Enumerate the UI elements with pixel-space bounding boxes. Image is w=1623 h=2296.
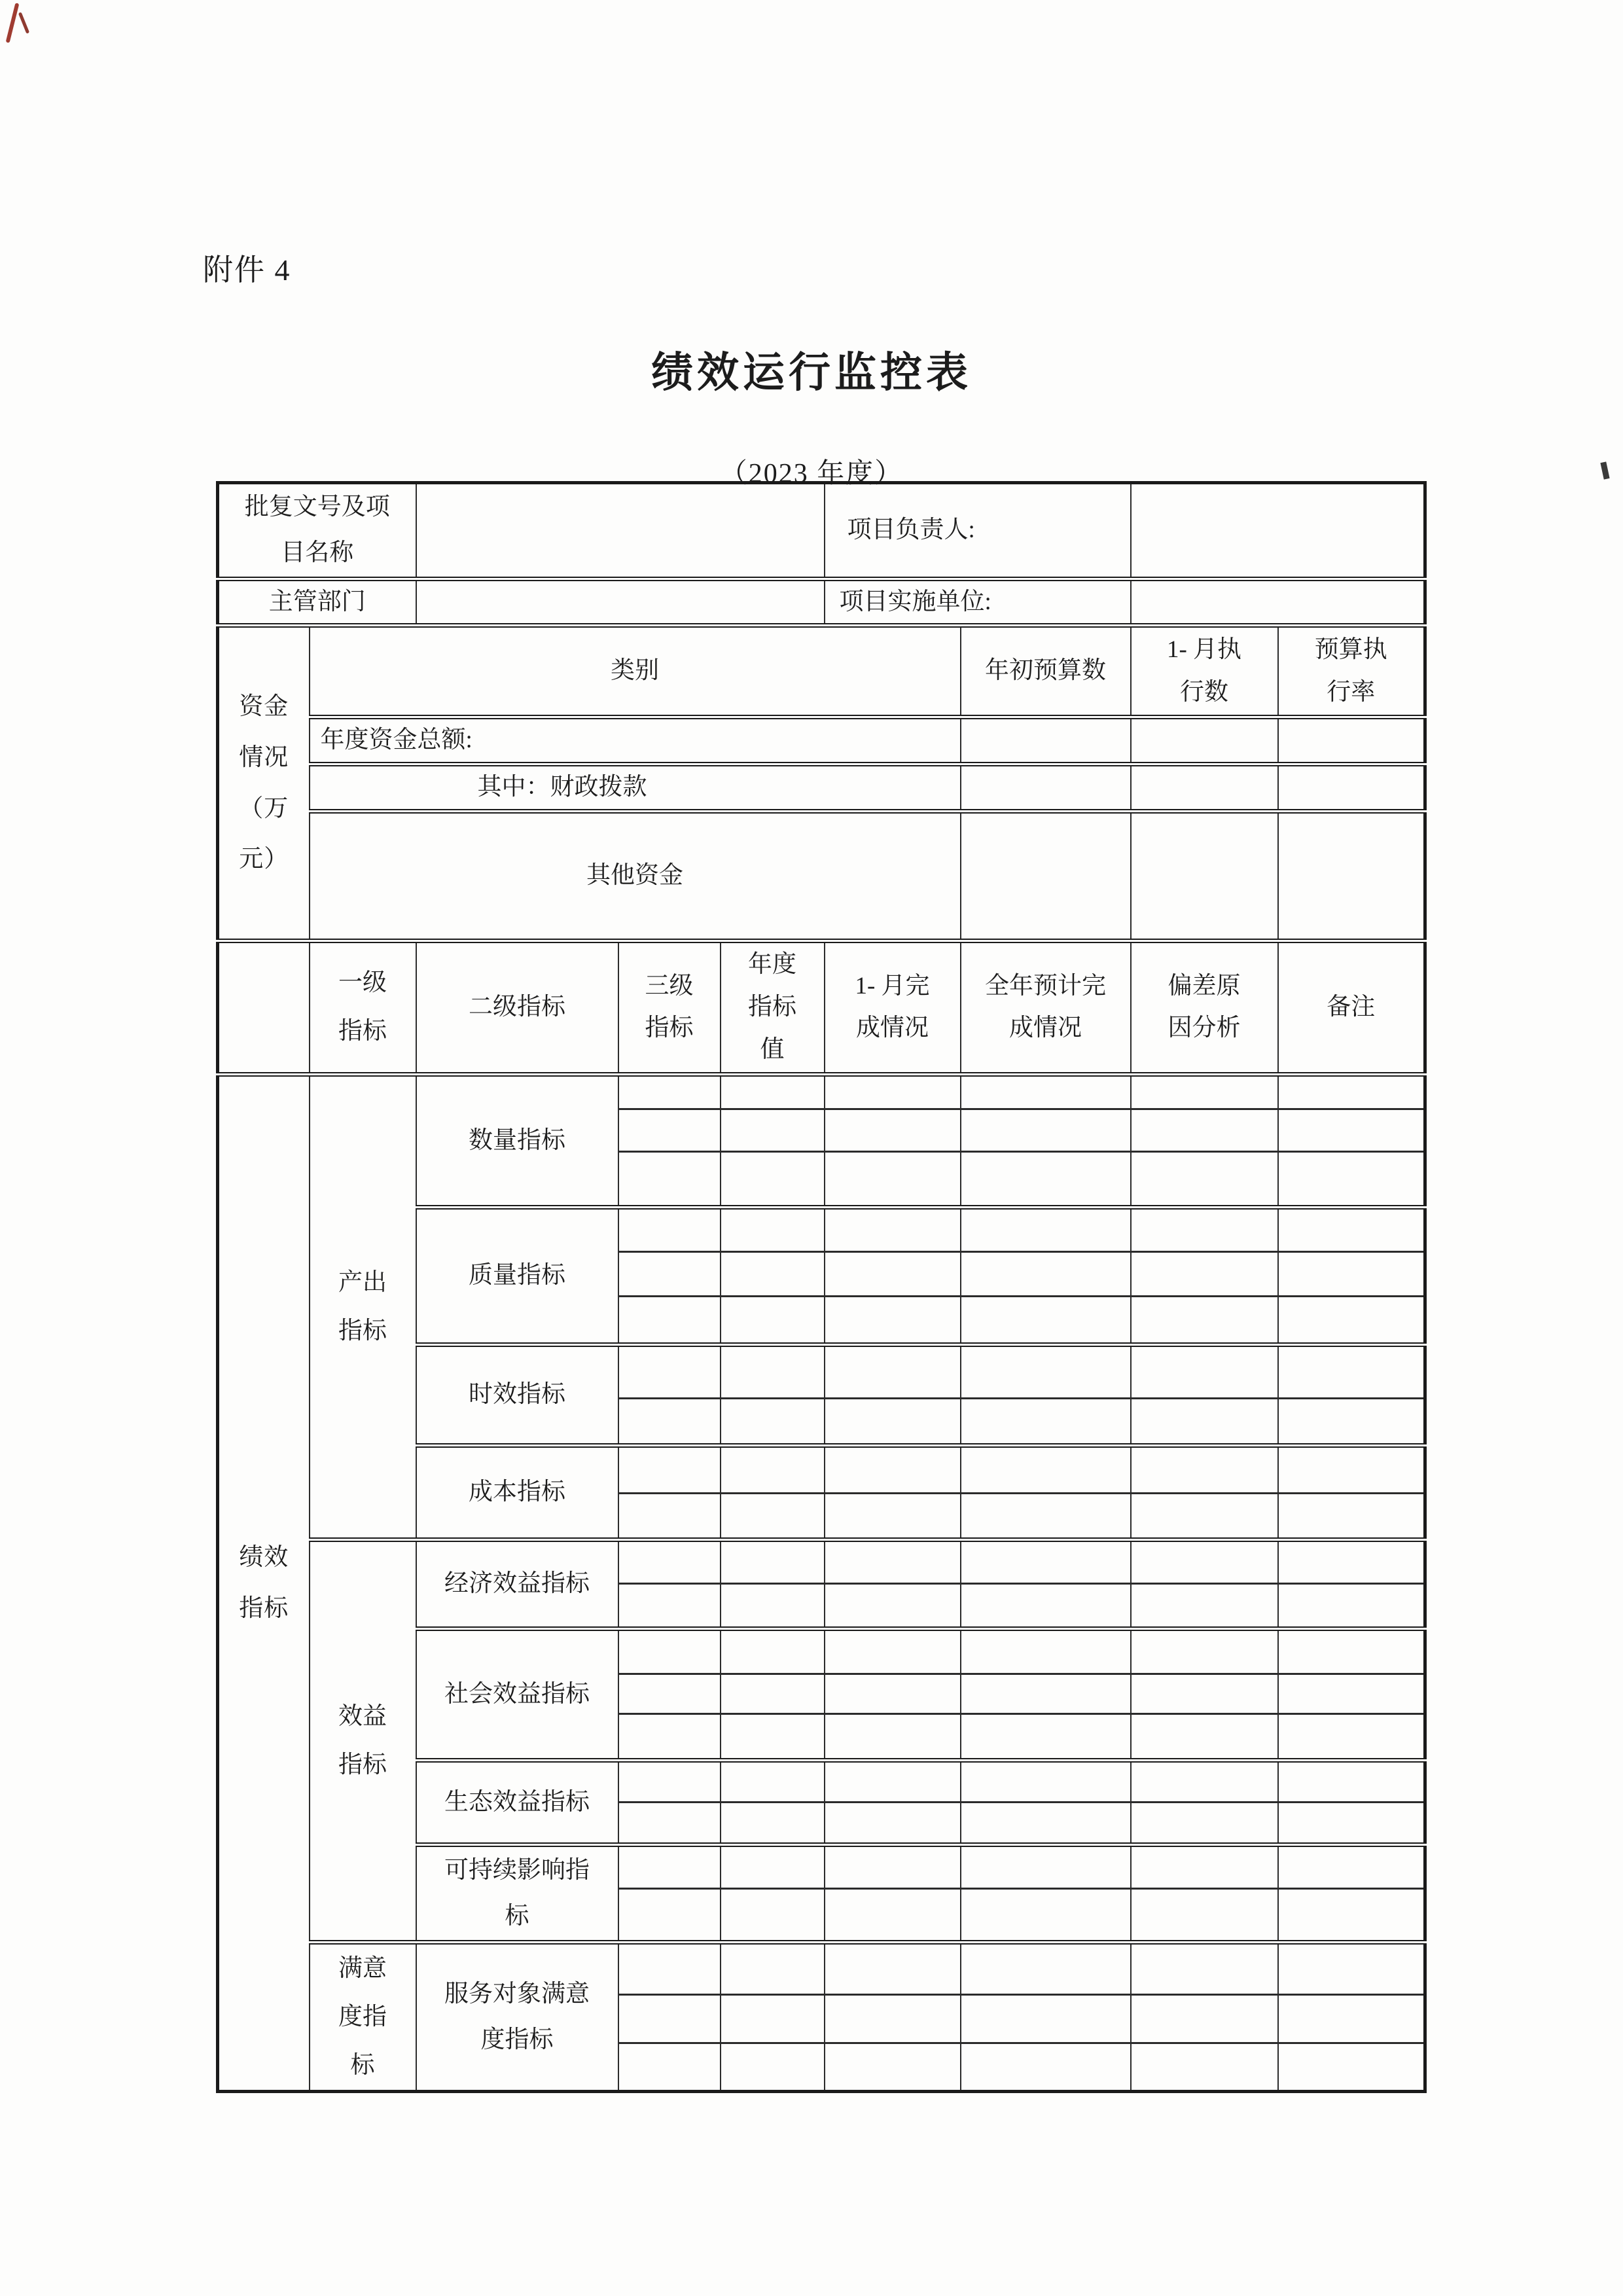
empty-value-cell [1131,1844,1278,1888]
indicator-header-spacer [218,941,310,1074]
empty-value-cell [1131,1207,1278,1251]
empty-value-cell [1131,1888,1278,1942]
empty-value-cell [1278,1074,1425,1109]
empty-value-cell [721,1628,825,1674]
empty-value-cell [825,1994,961,2043]
implement-unit-label: 项目实施单位: [825,579,1131,626]
sustainable-impact-indicator-label: 可持续影响指标 [416,1844,618,1942]
empty-value-cell [721,1888,825,1942]
annual-target-header: 年度指标值 [721,941,825,1074]
empty-value-cell [1278,1994,1425,2043]
empty-value-cell [721,1074,825,1109]
empty-value-cell [961,1674,1131,1713]
empty-value-cell [961,1539,1131,1583]
row-satisfaction-1 [218,1942,1425,1994]
quality-indicator-label: 质量指标 [416,1207,618,1344]
empty-value-cell [825,1583,961,1628]
empty-value-cell [721,1151,825,1207]
empty-value-cell [1278,1493,1425,1539]
empty-value-cell [961,1151,1131,1207]
empty-value-cell [618,1888,721,1942]
empty-value-cell [1278,1713,1425,1760]
performance-monitoring-table [216,481,1427,2093]
empty-value-cell [721,1674,825,1713]
empty-value-cell [825,1074,961,1109]
empty-value-cell [721,1445,825,1493]
funding-initial-budget-header: 年初预算数 [961,626,1131,717]
empty-value-cell [825,1398,961,1445]
row-quantity-1 [218,1074,1425,1109]
timeliness-indicator-label: 时效指标 [416,1344,618,1445]
empty-value-cell [1131,1942,1278,1994]
funding-fiscal-label: 其中：财政拨款 [310,764,961,812]
empty-value-cell [1131,1674,1278,1713]
empty-value-cell [1278,2043,1425,2092]
empty-value-cell [618,1994,721,2043]
empty-value-cell [825,1151,961,1207]
empty-value-cell [618,1760,721,1802]
empty-value-cell [825,1445,961,1493]
empty-value-cell [1131,1994,1278,2043]
empty-value-cell [1131,1493,1278,1539]
row-economic-1 [218,1539,1425,1583]
funding-value-cell [961,717,1131,764]
empty-value-cell [825,1713,961,1760]
funding-section-label: 资金情况（万元） [218,626,310,941]
empty-value-cell [1131,1074,1278,1109]
empty-value-cell [721,1207,825,1251]
empty-value-cell [825,1844,961,1888]
document-subtitle: （2023 年度） [719,459,904,489]
empty-value-cell [618,2043,721,2092]
empty-value-cell [721,1251,825,1296]
empty-value-cell [618,1344,721,1398]
empty-value-cell [961,1109,1131,1151]
empty-value-cell [618,1296,721,1344]
empty-value-cell [1131,1445,1278,1493]
empty-value-cell [825,1493,961,1539]
empty-value-cell [618,1207,721,1251]
funding-value-cell [961,811,1131,941]
empty-value-cell [618,1942,721,1994]
funding-value-cell [1278,811,1425,941]
empty-value-cell [721,1296,825,1344]
empty-value-cell [721,1713,825,1760]
empty-value-cell [1131,1583,1278,1628]
empty-value-cell [961,1074,1131,1109]
level2-indicator-header: 二级指标 [416,941,618,1074]
empty-value-cell [1131,1713,1278,1760]
empty-value-cell [721,1844,825,1888]
row-indicator-header [218,941,1425,1074]
empty-value-cell [1278,1251,1425,1296]
empty-value-cell [1131,1760,1278,1802]
row-funding-other [218,811,1425,941]
empty-value-cell [961,1493,1131,1539]
satisfaction-indicator-label: 满意度指标 [310,1942,416,2091]
empty-value-cell [618,1074,721,1109]
empty-value-cell [961,1994,1131,2043]
empty-value-cell [961,1398,1131,1445]
empty-value-cell [825,2043,961,2092]
empty-value-cell [825,1539,961,1583]
empty-value-cell [721,1493,825,1539]
empty-value-cell [961,1760,1131,1802]
funding-annual-total-label: 年度资金总额: [310,717,961,764]
empty-value-cell [721,2043,825,2092]
empty-value-cell [618,1713,721,1760]
empty-value-cell [961,1296,1131,1344]
empty-value-cell [618,1802,721,1844]
scan-artifact-red-mark [6,3,20,43]
empty-value-cell [961,1251,1131,1296]
remarks-header: 备注 [1278,941,1425,1074]
ecological-benefit-indicator-label: 生态效益指标 [416,1760,618,1844]
empty-value-cell [1131,1628,1278,1674]
empty-value-cell [618,1583,721,1628]
empty-value-cell [961,1802,1131,1844]
funding-value-cell [1278,717,1425,764]
project-leader-value [1131,483,1425,579]
empty-value-cell [1278,1942,1425,1994]
funding-value-cell [1278,764,1425,812]
funding-value-cell [961,764,1131,812]
deviation-analysis-header: 偏差原因分析 [1131,941,1278,1074]
empty-value-cell [1278,1628,1425,1674]
funding-value-cell [1131,811,1278,941]
funding-executed-header: 1- 月执行数 [1131,626,1278,717]
empty-value-cell [1131,1398,1278,1445]
empty-value-cell [961,2043,1131,2092]
row-department [218,579,1425,626]
empty-value-cell [618,1674,721,1713]
cost-indicator-label: 成本指标 [416,1445,618,1539]
empty-value-cell [618,1493,721,1539]
empty-value-cell [825,1802,961,1844]
level1-indicator-header: 一级指标 [310,941,416,1074]
funding-category-header: 类别 [310,626,961,717]
empty-value-cell [825,1109,961,1151]
empty-value-cell [721,1942,825,1994]
funding-exec-rate-header: 预算执行率 [1278,626,1425,717]
empty-value-cell [618,1539,721,1583]
empty-value-cell [961,1844,1131,1888]
empty-value-cell [721,1583,825,1628]
empty-value-cell [825,1251,961,1296]
approval-doc-project-name-value [416,483,825,579]
empty-value-cell [961,1888,1131,1942]
row-funding-annual-total [218,717,1425,764]
row-funding-fiscal [218,764,1425,812]
empty-value-cell [1278,1844,1425,1888]
empty-value-cell [825,1760,961,1802]
empty-value-cell [961,1628,1131,1674]
empty-value-cell [825,1942,961,1994]
empty-value-cell [825,1674,961,1713]
empty-value-cell [1278,1296,1425,1344]
empty-value-cell [721,1760,825,1802]
project-leader-label: 项目负责人: [825,483,1131,579]
empty-value-cell [1278,1151,1425,1207]
empty-value-cell [961,1942,1131,1994]
empty-value-cell [825,1344,961,1398]
empty-value-cell [721,1109,825,1151]
empty-value-cell [1278,1888,1425,1942]
empty-value-cell [825,1296,961,1344]
attachment-number: 附件 4 [203,253,291,287]
row-funding-header [218,626,1425,717]
economic-benefit-indicator-label: 经济效益指标 [416,1539,618,1628]
empty-value-cell [1278,1398,1425,1445]
empty-value-cell [1131,1296,1278,1344]
empty-value-cell [1131,1539,1278,1583]
empty-value-cell [825,1628,961,1674]
empty-value-cell [1278,1445,1425,1493]
level3-indicator-header: 三级指标 [618,941,721,1074]
empty-value-cell [1131,1251,1278,1296]
funding-other-label: 其他资金 [310,811,961,941]
approval-doc-project-name-label: 批复文号及项目名称 [218,483,416,579]
empty-value-cell [618,1109,721,1151]
service-target-satisfaction-label: 服务对象满意度指标 [416,1942,618,2091]
performance-indicator-section-label: 绩效指标 [218,1074,310,2091]
empty-value-cell [1278,1583,1425,1628]
empty-value-cell [1278,1539,1425,1583]
empty-value-cell [1131,2043,1278,2092]
empty-value-cell [618,1251,721,1296]
social-benefit-indicator-label: 社会效益指标 [416,1628,618,1760]
empty-value-cell [1278,1674,1425,1713]
empty-value-cell [825,1888,961,1942]
empty-value-cell [1131,1802,1278,1844]
empty-value-cell [721,1398,825,1445]
empty-value-cell [1278,1109,1425,1151]
funding-value-cell [1131,717,1278,764]
empty-value-cell [618,1151,721,1207]
document-title: 绩效运行监控表 [651,349,972,396]
empty-value-cell [618,1628,721,1674]
empty-value-cell [1131,1151,1278,1207]
empty-value-cell [1278,1760,1425,1802]
output-indicator-label: 产出指标 [310,1074,416,1539]
quantity-indicator-label: 数量指标 [416,1074,618,1207]
funding-value-cell [1131,764,1278,812]
annual-forecast-header: 全年预计完成情况 [961,941,1131,1074]
empty-value-cell [1278,1344,1425,1398]
empty-value-cell [721,1802,825,1844]
empty-value-cell [1131,1344,1278,1398]
empty-value-cell [1278,1207,1425,1251]
benefit-indicator-label: 效益指标 [310,1539,416,1942]
row-approval [218,483,1425,579]
empty-value-cell [825,1207,961,1251]
empty-value-cell [721,1344,825,1398]
implement-unit-value [1131,579,1425,626]
empty-value-cell [618,1445,721,1493]
scan-artifact-red-mark [18,12,29,33]
department-value [416,579,825,626]
department-label: 主管部门 [218,579,416,626]
empty-value-cell [618,1398,721,1445]
empty-value-cell [721,1994,825,2043]
empty-value-cell [618,1844,721,1888]
empty-value-cell [961,1583,1131,1628]
empty-value-cell [961,1713,1131,1760]
monthly-completion-header: 1- 月完成情况 [825,941,961,1074]
empty-value-cell [961,1207,1131,1251]
empty-value-cell [1131,1109,1278,1151]
empty-value-cell [1278,1802,1425,1844]
empty-value-cell [961,1344,1131,1398]
empty-value-cell [961,1445,1131,1493]
empty-value-cell [721,1539,825,1583]
